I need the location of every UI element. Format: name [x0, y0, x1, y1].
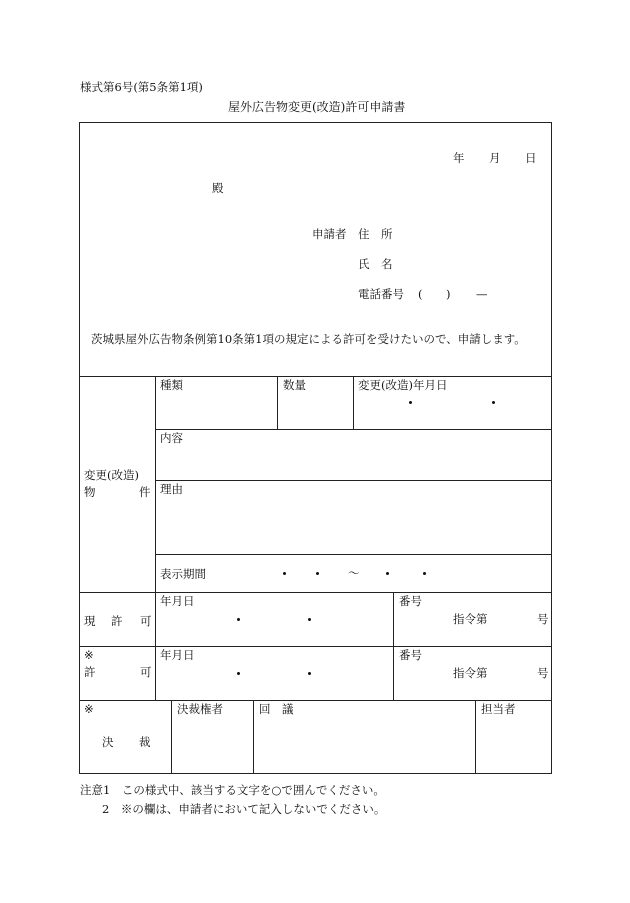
addressee-suffix: 殿 [212, 181, 224, 195]
change-item-label-b: 件 [139, 485, 151, 499]
date-month-label: 月 [489, 151, 501, 165]
period-tilde: 〜 [348, 566, 360, 580]
authority-label: 決裁権者 [177, 702, 223, 716]
permit-date-label: 年月日 [160, 648, 195, 662]
current-permit-directive-label: 指令第 [453, 612, 488, 626]
date-day-label: 日 [525, 151, 537, 165]
name-label: 氏 名 [358, 257, 393, 271]
decision-label-a: 決 [102, 735, 114, 749]
current-permit-label-a: 現 [84, 614, 96, 628]
divider [79, 376, 552, 377]
divider [475, 700, 476, 774]
divider [79, 700, 552, 701]
reason-label: 理由 [160, 482, 183, 496]
content-label: 内容 [160, 431, 183, 445]
date-separator-dot [237, 618, 240, 621]
date-separator-dot [308, 618, 311, 621]
divider [155, 429, 552, 430]
date-separator-dot [316, 572, 319, 575]
phone-paren-close: ) [446, 287, 451, 301]
date-separator-dot [308, 672, 311, 675]
decision-label-b: 裁 [139, 735, 151, 749]
date-separator-dot [283, 572, 286, 575]
current-permit-label-c: 可 [140, 614, 152, 628]
address-label: 住 所 [358, 227, 393, 241]
divider [79, 592, 552, 593]
divider [155, 376, 156, 700]
permit-number-label: 番号 [399, 648, 422, 662]
permit-label-a: 許 [84, 665, 96, 679]
date-separator-dot [409, 401, 412, 404]
permit-directive-label: 指令第 [453, 666, 488, 680]
divider [79, 646, 552, 647]
phone-paren-open: ( [418, 287, 423, 301]
divider [277, 376, 278, 429]
type-label: 種類 [160, 378, 183, 392]
current-permit-label-b: 許 [111, 614, 123, 628]
divider [171, 700, 172, 774]
quantity-label: 数量 [283, 378, 306, 392]
note-1: 注意1 この様式中、該当する文字を○で囲んでください。 [80, 783, 385, 797]
divider [155, 480, 552, 481]
form-number: 様式第6号(第5条第1項) [80, 80, 203, 94]
permit-go-label: 号 [537, 666, 549, 680]
note-2: 2 ※の欄は、申請者において記入しないでください。 [102, 802, 386, 816]
date-year-label: 年 [453, 151, 465, 165]
date-separator-dot [492, 401, 495, 404]
applicant-label: 申請者 [312, 227, 347, 241]
date-separator-dot [386, 572, 389, 575]
divider [393, 592, 394, 700]
date-separator-dot [423, 572, 426, 575]
display-period-label: 表示期間 [160, 567, 206, 581]
divider [353, 376, 354, 429]
divider [253, 700, 254, 774]
phone-label: 電話番号 [358, 287, 404, 301]
permit-label-b: 可 [140, 665, 152, 679]
person-in-charge-label: 担当者 [481, 702, 516, 716]
permit-mark: ※ [84, 648, 94, 662]
phone-dash: — [476, 287, 488, 301]
divider [155, 554, 552, 555]
current-permit-go-label: 号 [537, 612, 549, 626]
decision-mark: ※ [84, 702, 94, 716]
current-permit-number-label: 番号 [399, 594, 422, 608]
circulation-label: 回 議 [259, 702, 294, 716]
form-title: 屋外広告物変更(改造)許可申請書 [228, 100, 406, 114]
current-permit-date-label: 年月日 [160, 594, 195, 608]
change-date-label: 変更(改造)年月日 [358, 378, 448, 392]
application-statement: 茨城県屋外広告物条例第10条第1項の規定による許可を受けたいので、申請します。 [91, 332, 526, 346]
change-item-label-a: 物 [84, 485, 96, 499]
change-item-label: 変更(改造) [84, 468, 139, 482]
date-separator-dot [237, 672, 240, 675]
